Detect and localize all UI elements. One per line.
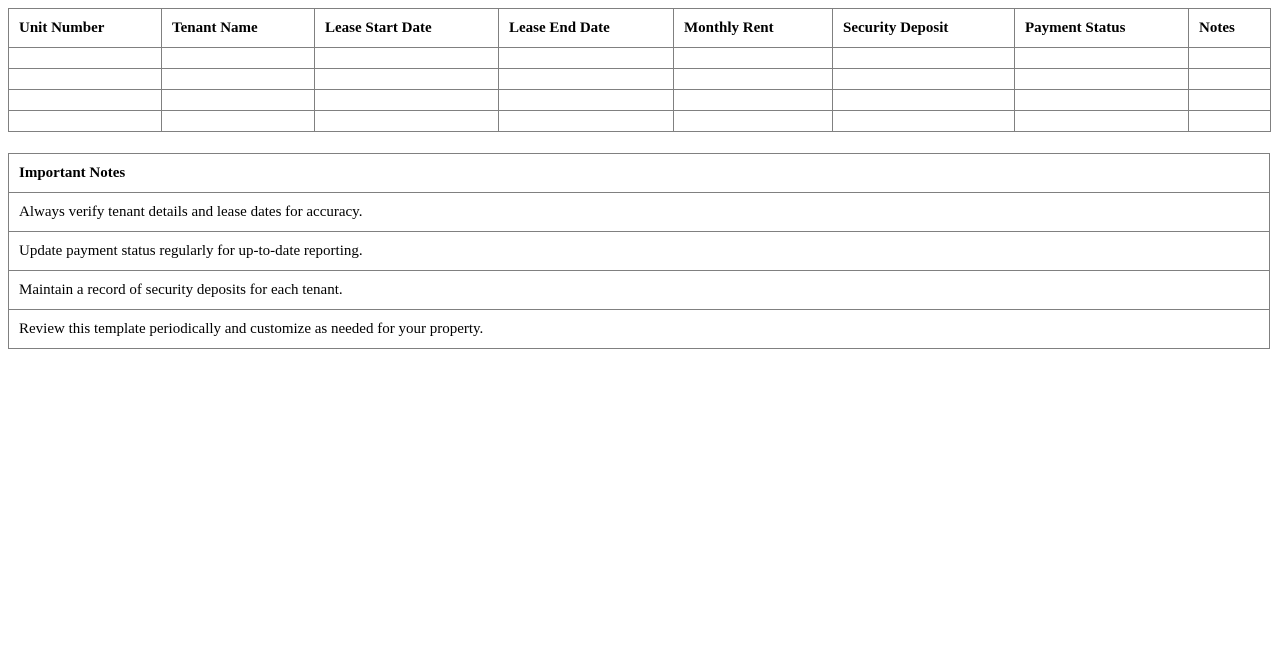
table-cell: [833, 111, 1015, 132]
table-cell: [674, 69, 833, 90]
table-cell: [9, 69, 162, 90]
header-notes: Notes: [1189, 9, 1271, 48]
table-cell: [162, 48, 315, 69]
header-security-deposit: Security Deposit: [833, 9, 1015, 48]
table-row: [9, 90, 1271, 111]
note-item: Update payment status regularly for up-to-date reporting.: [9, 232, 1270, 271]
table-cell: [1015, 69, 1189, 90]
table-cell: [1015, 48, 1189, 69]
table-cell: [833, 48, 1015, 69]
table-row: [9, 69, 1271, 90]
table-cell: [833, 69, 1015, 90]
table-cell: [162, 69, 315, 90]
note-item: Maintain a record of security deposits for each tenant.: [9, 271, 1270, 310]
table-cell: [499, 111, 674, 132]
header-lease-start-date: Lease Start Date: [315, 9, 499, 48]
table-cell: [1189, 69, 1271, 90]
lease-table: [8, 8, 1271, 132]
table-cell: [1189, 90, 1271, 111]
table-cell: [162, 90, 315, 111]
table-cell: [499, 48, 674, 69]
table-cell: [674, 48, 833, 69]
notes-header-row: [9, 154, 1270, 193]
table-cell: [1189, 48, 1271, 69]
header-payment-status: Payment Status: [1015, 9, 1189, 48]
table-cell: [674, 111, 833, 132]
notes-row: [9, 310, 1270, 349]
note-item: Review this template periodically and customize as needed for your property.: [9, 310, 1270, 349]
table-header-row: [9, 9, 1271, 48]
header-monthly-rent: Monthly Rent: [674, 9, 833, 48]
notes-table: [8, 153, 1270, 349]
header-tenant-name: Tenant Name: [162, 9, 315, 48]
table-cell: [315, 111, 499, 132]
header-lease-end-date: Lease End Date: [499, 9, 674, 48]
table-row: [9, 111, 1271, 132]
table-cell: [9, 111, 162, 132]
notes-row: [9, 232, 1270, 271]
notes-row: [9, 271, 1270, 310]
header-unit-number: Unit Number: [9, 9, 162, 48]
table-cell: [315, 90, 499, 111]
table-cell: [9, 48, 162, 69]
notes-row: [9, 193, 1270, 232]
table-cell: [1189, 111, 1271, 132]
table-cell: [315, 69, 499, 90]
table-cell: [499, 69, 674, 90]
table-cell: [315, 48, 499, 69]
table-cell: [9, 90, 162, 111]
notes-title: Important Notes: [9, 154, 1270, 193]
table-cell: [1015, 90, 1189, 111]
table-cell: [674, 90, 833, 111]
table-cell: [162, 111, 315, 132]
note-item: Always verify tenant details and lease dates for accuracy.: [9, 193, 1270, 232]
table-row: [9, 48, 1271, 69]
table-cell: [833, 90, 1015, 111]
table-cell: [1015, 111, 1189, 132]
table-cell: [499, 90, 674, 111]
